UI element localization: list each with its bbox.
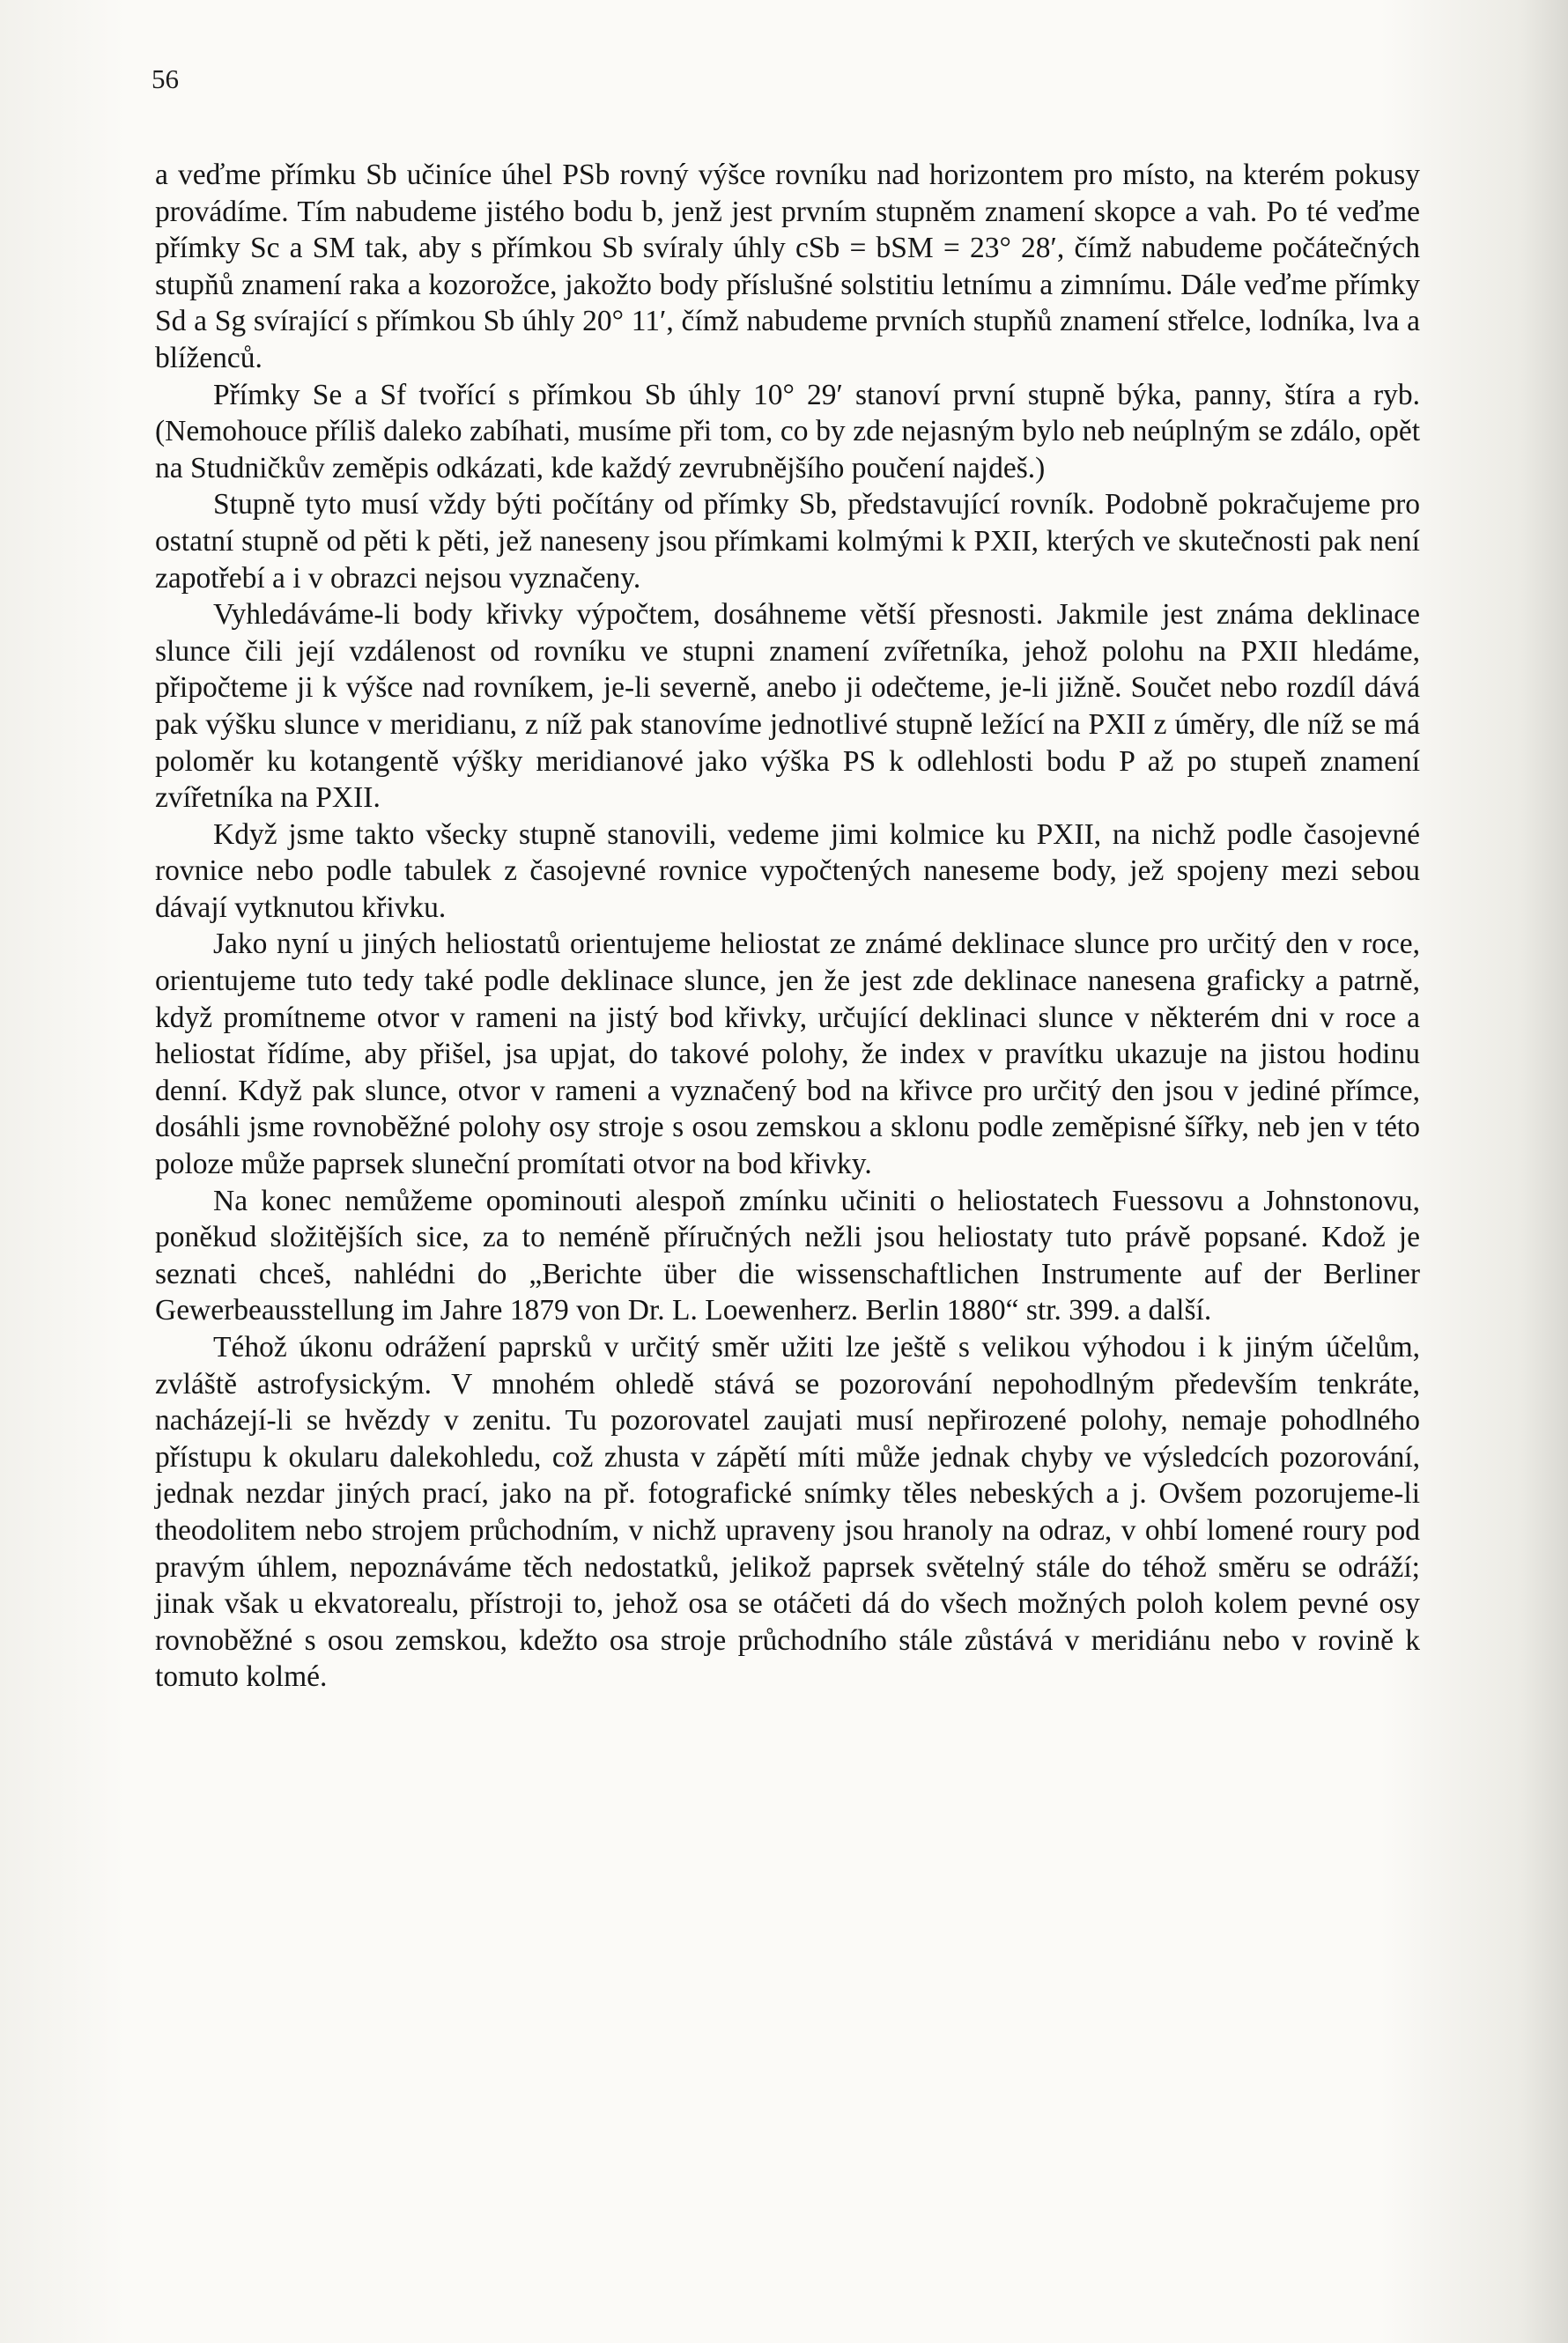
body-text: [155, 157, 1420, 1696]
page-number: 56: [152, 63, 179, 94]
paragraph-2: Přímky Se a Sf tvořící s přímkou Sb úhly 10° 29′ stanoví první stupně býka, panny, štíra a ryb. (Nemohouce příliš daleko zabíhati, musíme při tom, co by zde nejasným bylo neb neúplným se zdálo, opět na Studničkův zeměpis odkázati, kde každý zevrubnějšího poučení najdeš.): [155, 378, 1420, 484]
paragraph-6: Jako nyní u jiných heliostatů orientujeme heliostat ze známé deklinace slunce pro určitý den v roce, orientujeme tuto tedy také podle deklinace slunce, jen že jest zde deklinace nanesena graficky a patrně, když promítneme otvor v rameni na jistý bod křivky, určující deklinaci slunce v některém dni v roce a heliostat řídíme, aby přišel, jsa upjat, do takové polohy, že index v pravítku ukazuje na jistou hodinu denní. Když pak slunce, otvor v rameni a vyznačený bod na křivce pro určitý den jsou v jediné přímce, dosáhli jsme rovnoběžné polohy osy stroje s osou zemskou a sklonu podle zeměpisné šířky, neb jen v této poloze může paprsek sluneční promítati otvor na bod křivky.: [155, 928, 1420, 1181]
paragraph-3: Stupně tyto musí vždy býti počítány od přímky Sb, představující rovník. Podobně pokračujeme pro ostatní stupně od pěti k pěti, jež naneseny jsou přímkami kolmými k PXII, kterých ve skutečnosti pak není zapotřebí a i v obrazci nejsou vyznačeny.: [155, 488, 1420, 595]
paragraph-1: a veďme přímku Sb učiníce úhel PSb rovný výšce rovníku nad horizontem pro místo, na kterém pokusy provádíme. Tím nabudeme jistého bodu b, jenž jest prvním stupněm znamení skopce a vah. Po té veďme přímky Sc a SM tak, aby s přímkou Sb svíraly úhly cSb = bSM = 23° 28′, čímž nabudeme počátečných stupňů znamení raka a kozorožce, jakožto body příslušné solstitiu letnímu a zimnímu. Dále veďme přímky Sd a Sg svírající s přímkou Sb úhly 20° 11′, čímž nabudeme prvních stupňů znamení střelce, lodníka, lva a blíženců.: [155, 159, 1420, 374]
paragraph-8: Téhož úkonu odrážení paprsků v určitý směr užiti lze ještě s velikou výhodou i k jiným účelům, zvláště astrofysickým. V mnohém ohledě stává se pozorování nepohodlným především tenkráte, nacházejí-li se hvězdy v zenitu. Tu pozorovatel zaujati musí nepřirozené polohy, nemaje pohodlného přístupu k okularu dalekohledu, což zhusta v zápětí míti může jednak chyby ve výsledcích pozorování, jednak nezdar jiných prací, jako na př. fotografické snímky těles nebeských a j. Ovšem pozorujeme-li theodolitem nebo strojem průchodním, v nichž upraveny jsou hranoly na odraz, v ohbí lomené roury pod pravým úhlem, nepoznáváme těch nedostatků, jelikož paprsek světelný stále do téhož směru se odráží; jinak však u ekvatorealu, přístroji to, jehož osa se otáčeti dá do všech možných poloh kolem pevné osy rovnoběžné s osou zemskou, kdežto osa stroje průchodního stále zůstává v meridiánu nebo v rovině k tomuto kolmé.: [155, 1331, 1420, 1694]
paragraph-4: Vyhledáváme-li body křivky výpočtem, dosáhneme větší přesnosti. Jakmile jest známa deklinace slunce čili její vzdálenost od rovníku ve stupni znamení zvířetníka, jehož polohu na PXII hledáme, připočteme ji k výšce nad rovníkem, je-li severně, anebo ji odečteme, je-li jižně. Součet nebo rozdíl dává pak výšku slunce v meridianu, z níž pak stanovíme jednotlivé stupně ležící na PXII z úměry, dle níž se má poloměr ku kotangentě výšky meridianové jako výška PS k odlehlosti bodu P až po stupeň znamení zvířetníka na PXII.: [155, 598, 1420, 815]
paragraph-7: Na konec nemůžeme opominouti alespoň zmínku učiniti o heliostatech Fuessovu a Johnstonovu, poněkud složitějších sice, za to neméně příručných nežli jsou heliostaty tuto právě popsané. Kdož je seznati chceš, nahlédni do „Berichte über die wissenschaftlichen Instrumente auf der Berliner Gewerbeausstellung im Jahre 1879 von Dr. L. Loewenherz. Berlin 1880“ str. 399. a další.: [155, 1184, 1420, 1327]
paragraph-5: Když jsme takto všecky stupně stanovili, vedeme jimi kolmice ku PXII, na nichž podle časojevné rovnice nebo podle tabulek z časojevné rovnice vypočtených naneseme body, jež spojeny mezi sebou dávají vytknutou křivku.: [155, 817, 1420, 924]
